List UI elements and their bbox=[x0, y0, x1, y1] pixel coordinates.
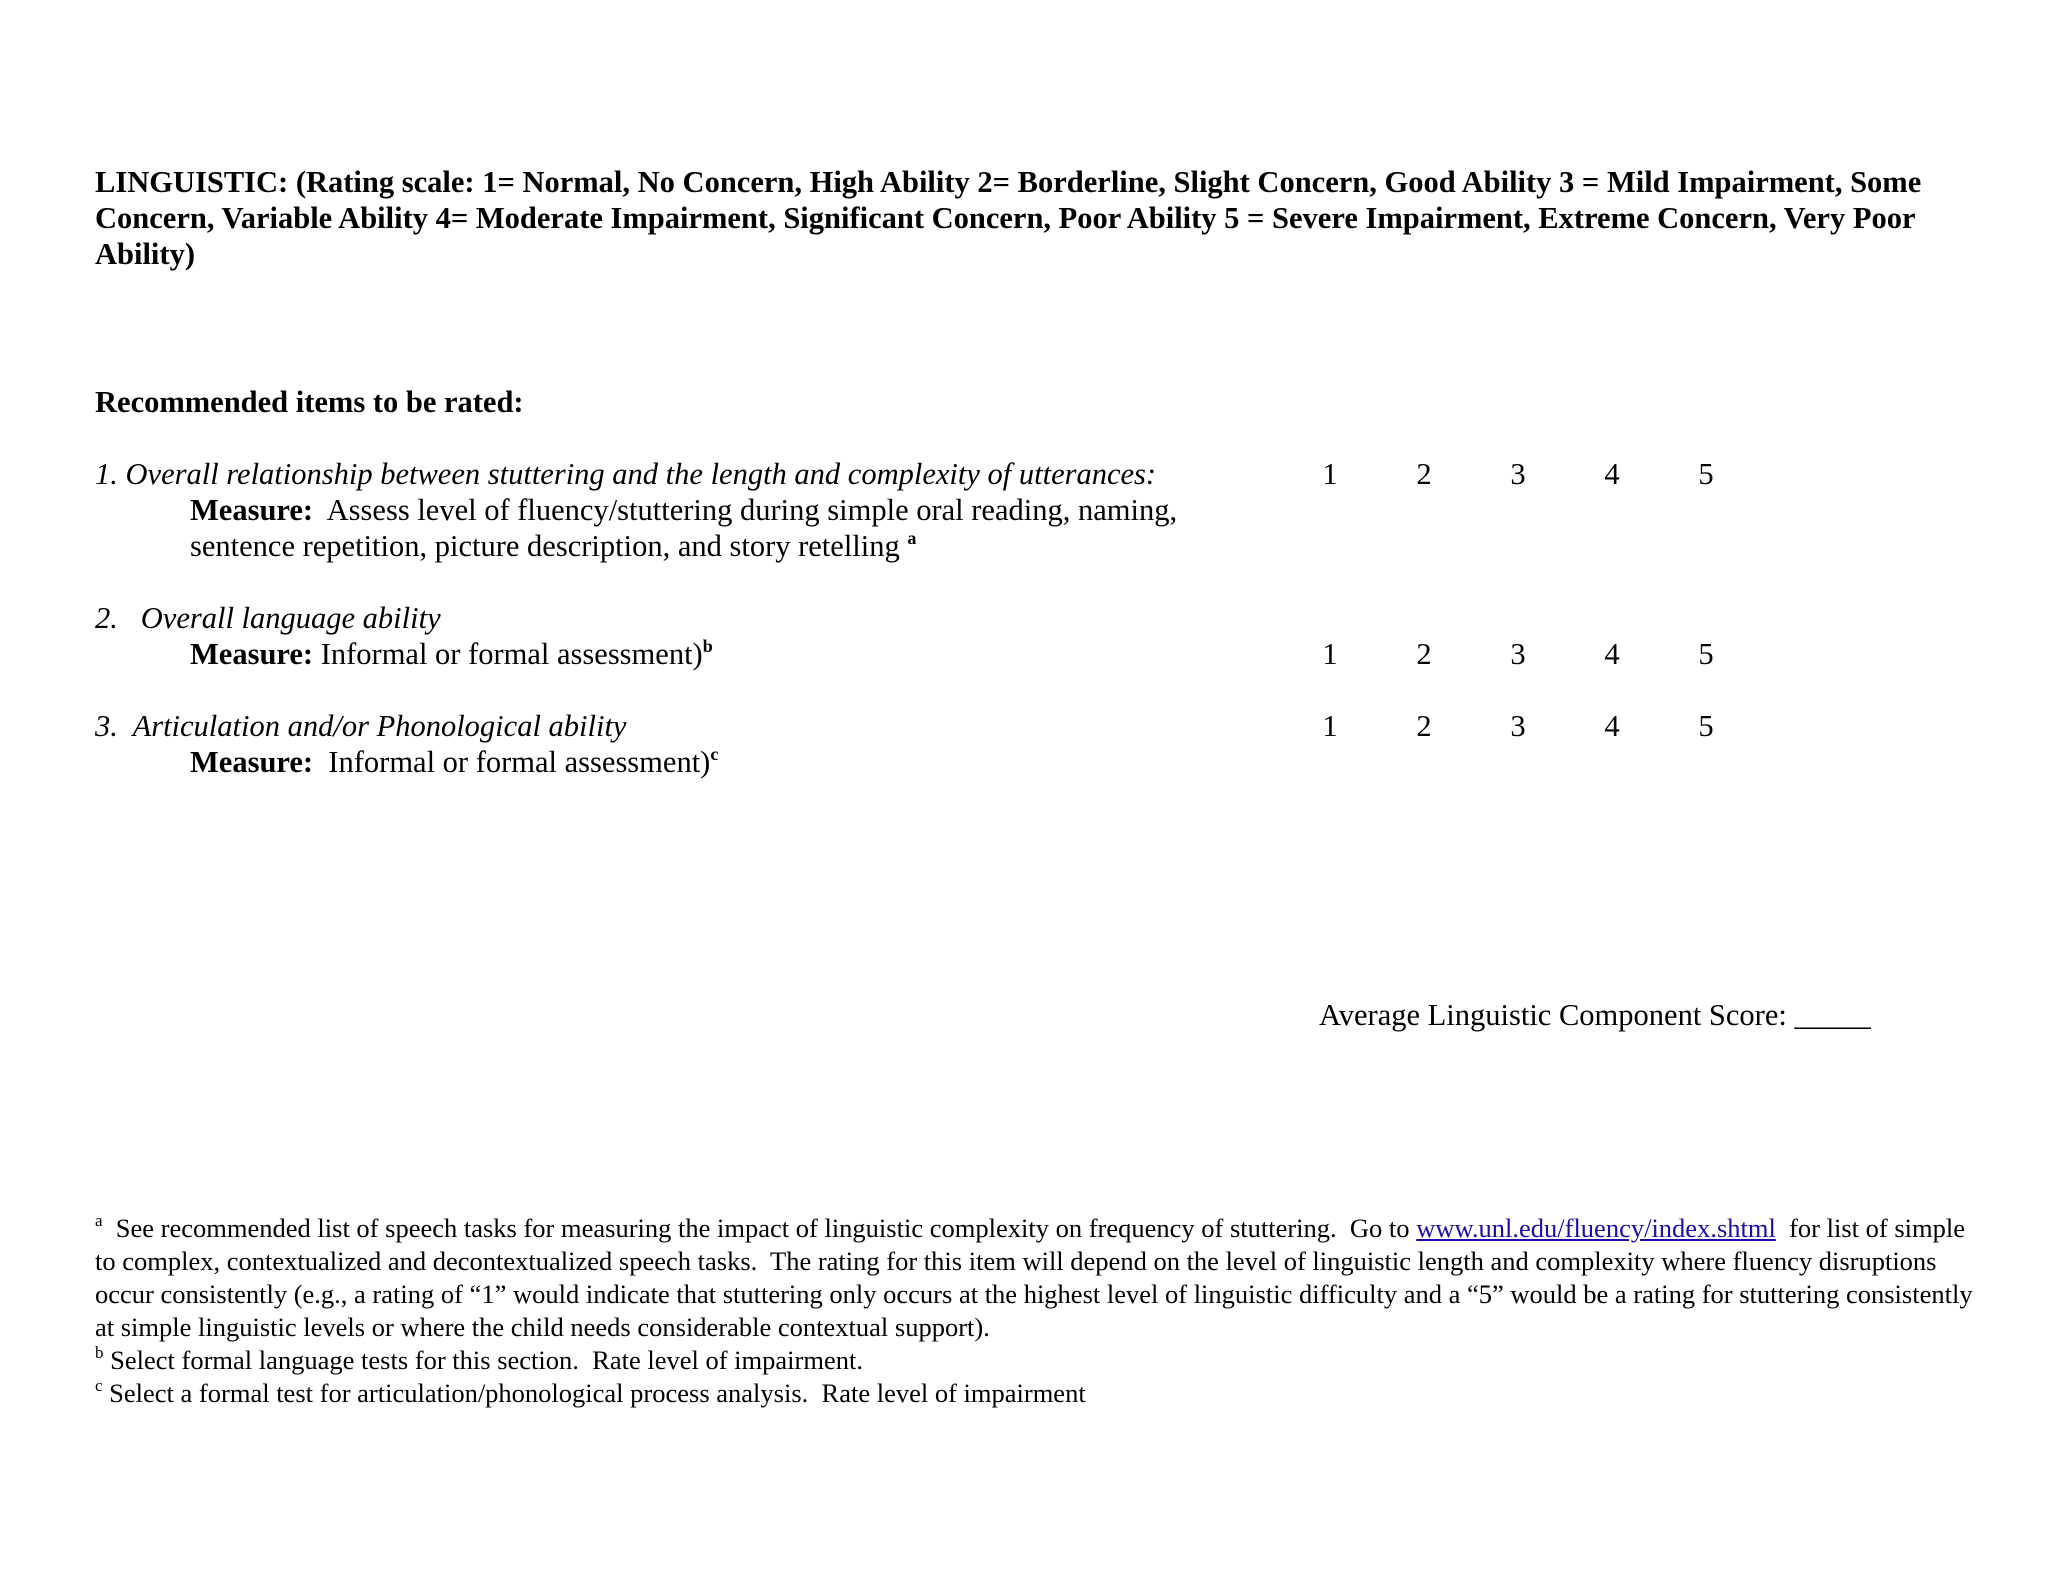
rating-scale-header: LINGUISTIC: (Rating scale: 1= Normal, No Concern, High Ability 2= Borderline, Slight Concern, Good Ability 3 = Mild Impairment, Some Concern, Variable Ability 4= Moderate Impairment, Significant Concern, Poor Ability 5 = Severe Impairment, Extreme Concern, Very Poor Ability) bbox=[95, 165, 1922, 271]
item-2-rating-3[interactable]: 3 bbox=[1510, 637, 1526, 671]
item-3-rating-4[interactable]: 4 bbox=[1604, 709, 1620, 743]
footnotes bbox=[95, 1211, 1980, 1410]
item-3-measure-label: Measure: bbox=[190, 745, 314, 779]
item-1-measure-text: Assess level of fluency/stuttering during simple oral reading, naming, bbox=[313, 493, 1178, 527]
item-3-title: 3. Articulation and/or Phonological ability bbox=[95, 709, 627, 743]
item-2-rating-4[interactable]: 4 bbox=[1604, 637, 1620, 671]
footnote-c-mark: c bbox=[95, 1376, 103, 1395]
item-2-rating-2[interactable]: 2 bbox=[1416, 637, 1432, 671]
item-1-measure-label: Measure: bbox=[190, 493, 314, 527]
footnote-a bbox=[95, 1211, 1980, 1344]
footnote-c-text: Select a formal test for articulation/phonological process analysis. Rate level of impairment bbox=[102, 1378, 1086, 1408]
item-2-measure bbox=[190, 636, 713, 672]
footnote-c bbox=[95, 1377, 1975, 1410]
item-1-measure-continued bbox=[190, 528, 916, 564]
item-2-rating-1[interactable]: 1 bbox=[1322, 637, 1338, 671]
footnote-a-text-2: for list of simple to complex, contextualized and decontextualized speech tasks. The rating for this item will depend on the level of linguistic length and complexity where fluency disruptions occur consistently (e.g., a rating of “1” would indicate that stuttering only occurs at the highest level of linguistic difficulty and a “5” would be a rating for stuttering consistently at simple linguistic levels or where the child needs considerable contextual support). bbox=[95, 1213, 1980, 1342]
item-2-measure-text: Informal or formal assessment) bbox=[313, 637, 703, 671]
item-3-rating-5[interactable]: 5 bbox=[1698, 709, 1714, 743]
item-1-rating-4[interactable]: 4 bbox=[1604, 457, 1620, 491]
item-1-rating-5[interactable]: 5 bbox=[1698, 457, 1714, 491]
item-3-rating-3[interactable]: 3 bbox=[1510, 709, 1526, 743]
item-1-rating-3[interactable]: 3 bbox=[1510, 457, 1526, 491]
fluency-link[interactable]: www.unl.edu/fluency/index.shtml bbox=[1416, 1213, 1776, 1243]
footnote-ref-b: b bbox=[702, 636, 713, 656]
item-1-measure bbox=[190, 492, 1177, 528]
item-2-measure-label: Measure: bbox=[190, 637, 314, 671]
footnote-ref-c: c bbox=[710, 744, 719, 764]
item-3-measure bbox=[190, 744, 718, 780]
item-3-measure-text: Informal or formal assessment) bbox=[313, 745, 711, 779]
item-1-rating-1[interactable]: 1 bbox=[1322, 457, 1338, 491]
item-3-rating-1[interactable]: 1 bbox=[1322, 709, 1338, 743]
item-2-title: 2. Overall language ability bbox=[95, 601, 441, 635]
footnote-b-text: Select formal language tests for this section. Rate level of impairment. bbox=[103, 1345, 863, 1375]
footnote-b-mark: b bbox=[95, 1343, 104, 1362]
footnote-a-text-1: See recommended list of speech tasks for measuring the impact of linguistic complexity on frequency of stuttering. Go to bbox=[102, 1213, 1417, 1243]
footnote-a-mark: a bbox=[95, 1211, 103, 1230]
recommended-items-heading: Recommended items to be rated: bbox=[95, 385, 524, 419]
footnote-ref-a: a bbox=[907, 528, 917, 548]
item-1-measure-text-2: sentence repetition, picture description, and story retelling bbox=[190, 529, 908, 563]
item-2-rating-5[interactable]: 5 bbox=[1698, 637, 1714, 671]
average-score-field[interactable]: Average Linguistic Component Score: _____ bbox=[1319, 998, 1871, 1032]
item-1-title: 1. Overall relationship between stuttering and the length and complexity of utterances: bbox=[95, 457, 1157, 491]
footnote-b bbox=[95, 1344, 1975, 1377]
item-3-rating-2[interactable]: 2 bbox=[1416, 709, 1432, 743]
item-1-rating-2[interactable]: 2 bbox=[1416, 457, 1432, 491]
